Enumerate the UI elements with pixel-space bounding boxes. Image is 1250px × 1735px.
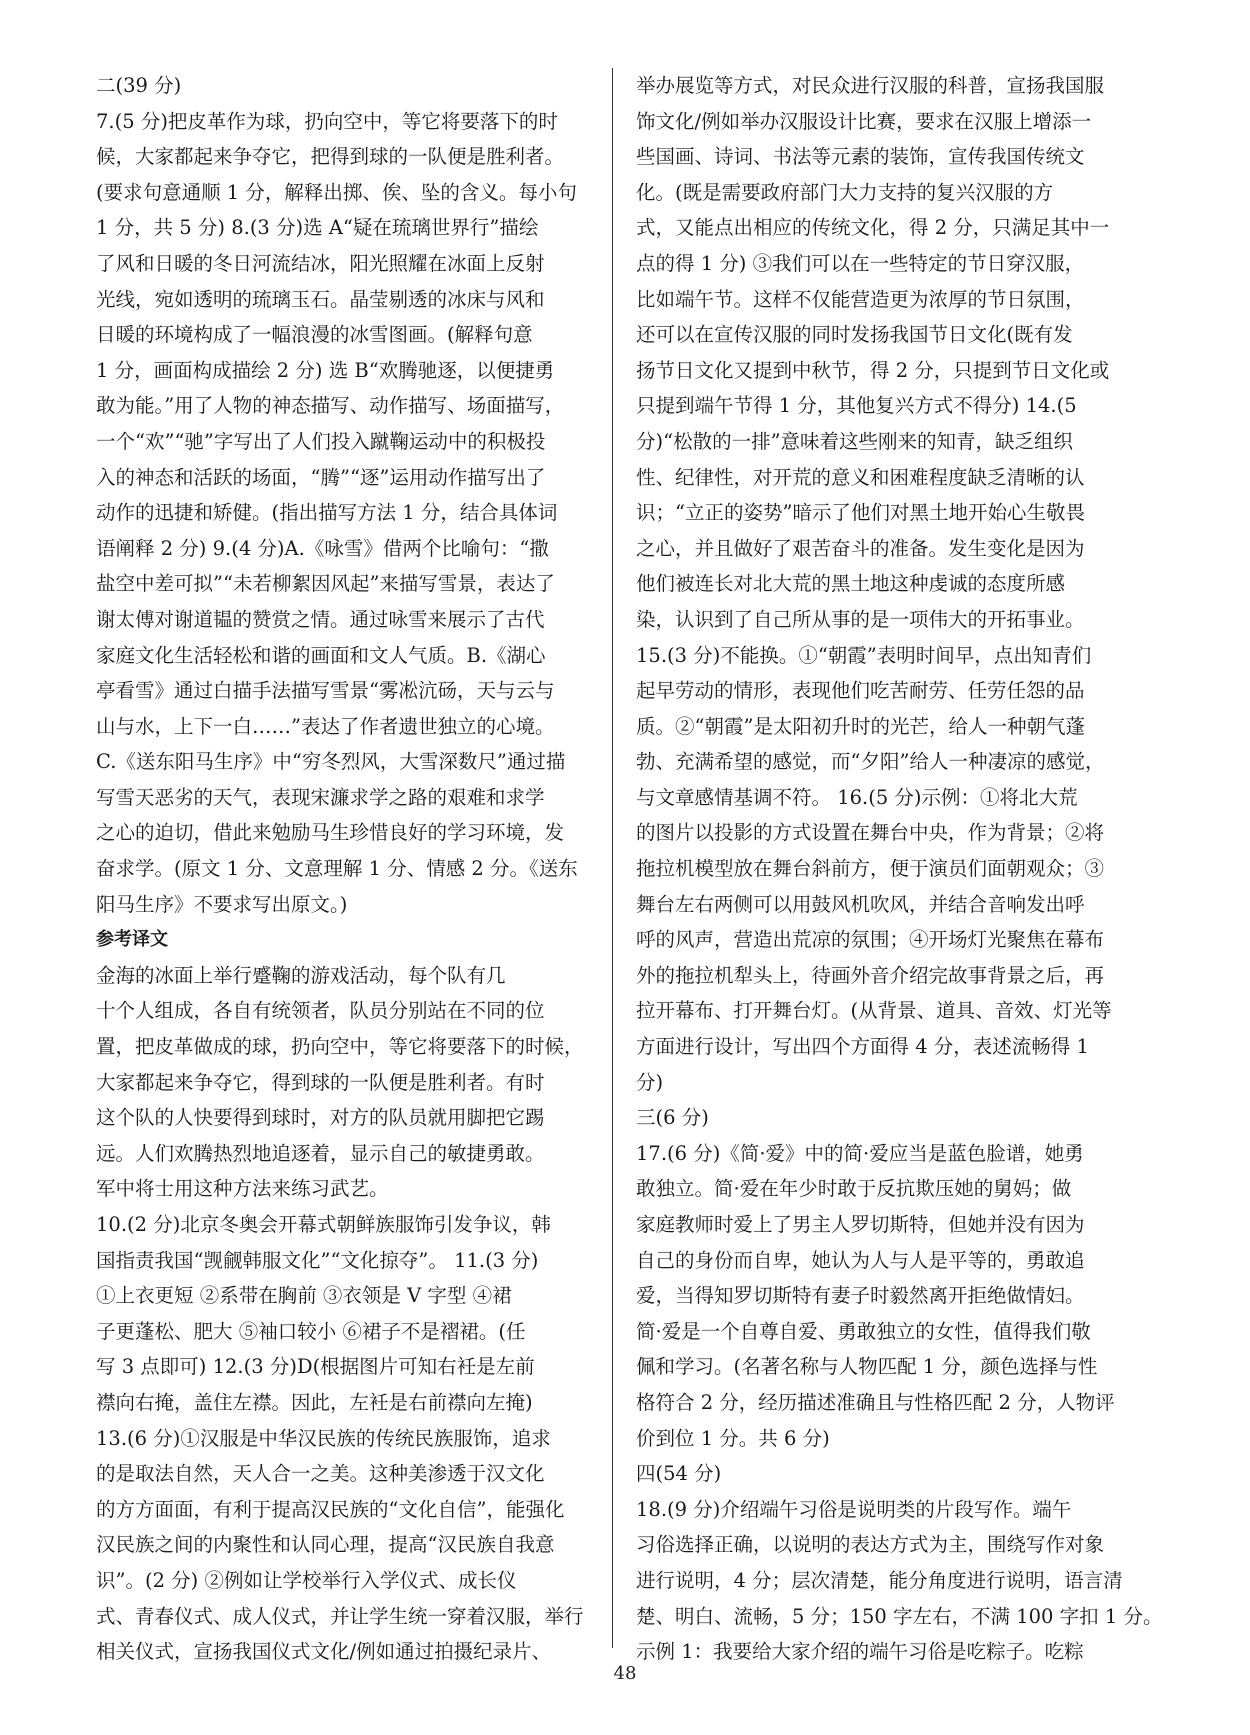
text-line: 价到位 1 分。共 6 分) [636, 1426, 830, 1450]
text-line: 子更蓬松、肥大 ⑤袖口较小 ⑥裙子不是褶裙。(任 [96, 1319, 526, 1343]
text-line: 简·爱是一个自尊自爱、勇敢独立的女性，值得我们敬 [636, 1319, 1091, 1343]
text-line: 光线，宛如透明的琉璃玉石。晶莹剔透的冰床与风和 [96, 287, 545, 311]
text-line: 拉开幕布、打开舞台灯。(从背景、道具、音效、灯光等 [636, 999, 1112, 1023]
text-line: 化。(既是需要政府部门大力支持的复兴汉服的方 [636, 180, 1054, 204]
text-line: 识；“立正的姿势”暗示了他们对黑土地开始心生敬畏 [636, 501, 1085, 525]
text-line: 盐空中差可拟”“未若柳絮因风起”来描写雪景，表达了 [96, 572, 555, 596]
text-line: 四(54 分) [636, 1462, 722, 1486]
text-line: 远。人们欢腾热烈地追逐着，显示自己的敏捷勇敢。 [96, 1141, 545, 1165]
text-line: 二(39 分) [96, 74, 182, 97]
text-line: 敢独立。简·爱在年少时敢于反抗欺压她的舅妈；做 [636, 1177, 1072, 1201]
text-line: 18.(9 分)介绍端午习俗是说明类的片段写作。端午 [636, 1497, 1072, 1521]
text-line: 进行说明，4 分；层次清楚，能分角度进行说明，语言清 [636, 1568, 1123, 1592]
text-line: 自己的身份而自卑，她认为人与人是平等的，勇敢追 [636, 1248, 1085, 1272]
text-line: 呼的风声，营造出荒凉的氛围；④开场灯光聚焦在幕布 [636, 928, 1105, 952]
text-line: 只提到端午节得 1 分，其他复兴方式不得分) 14.(5 [636, 394, 1077, 418]
text-line: 亭看雪》通过白描手法描写雪景“雾凇沆砀，天与云与 [96, 679, 555, 703]
section-heading: 参考译文 [96, 929, 168, 951]
text-line: 候，大家都起来争夺它，把得到球的一队便是胜利者。 [96, 145, 565, 169]
text-line: 质。②“朝霞”是太阳初升时的光芒，给人一种朝气蓬 [636, 714, 1085, 738]
text-line: 饰文化/例如举办汉服设计比赛，要求在汉服上增添一 [636, 109, 1092, 133]
right-column [636, 68, 1168, 1670]
text-line: 佩和学习。(名著名称与人物匹配 1 分，颜色选择与性 [636, 1355, 1098, 1379]
text-line: 式，又能点出相应的传统文化，得 2 分，只满足其中一 [636, 216, 1110, 240]
text-line: 外的拖拉机犁头上，待画外音介绍完故事背景之后，再 [636, 963, 1105, 987]
text-line: 汉民族之间的内聚性和认同心理，提高“汉民族自我意 [96, 1533, 555, 1557]
text-line: 他们被连长对北大荒的黑土地这种虔诚的态度所感 [636, 572, 1066, 596]
text-line: 阳马生序》不要求写出原文。) [96, 892, 348, 916]
text-line: 家庭文化生活轻松和谐的画面和文人气质。B.《湖心 [96, 643, 546, 667]
text-line: 写雪天恶劣的天气，表现宋濂求学之路的艰难和求学 [96, 785, 545, 809]
text-line: 格符合 2 分，经历描述准确且与性格匹配 2 分，人物评 [636, 1390, 1115, 1414]
text-line: 置，把皮革做成的球，扔向空中，等它将要落下的时候， [96, 1035, 584, 1059]
text-line: 大家都起来争夺它，得到球的一队便是胜利者。有时 [96, 1070, 545, 1094]
text-line: 式、青春仪式、成人仪式，并让学生统一穿着汉服，举行 [96, 1604, 584, 1628]
text-line: 写 3 点即可) 12.(3 分)D(根据图片可知右衽是左前 [96, 1355, 535, 1379]
text-line: 扬节日文化又提到中秋节，得 2 分，只提到节日文化或 [636, 358, 1110, 382]
text-line: 分) [636, 1070, 664, 1094]
text-line: 1 分，画面构成描绘 2 分) 选 B“欢腾驰逐，以便捷勇 [96, 358, 555, 382]
text-line: 拖拉机模型放在舞台斜前方，便于演员们面朝观众；③ [636, 857, 1105, 881]
text-line: 谢太傅对谢道韫的赞赏之情。通过咏雪来展示了古代 [96, 607, 545, 631]
page-number: 48 [613, 1663, 637, 1684]
text-line: C.《送东阳马生序》中“穷冬烈风，大雪深数尺”通过描 [96, 750, 566, 774]
text-line: 习俗选择正确，以说明的表达方式为主，围绕写作对象 [636, 1533, 1105, 1557]
text-line: 舞台左右两侧可以用鼓风机吹风，并结合音响发出呼 [636, 892, 1085, 916]
text-line: 动作的迅捷和矫健。(指出描写方法 1 分，结合具体词 [96, 501, 558, 525]
text-line: 1 分，共 5 分) 8.(3 分)选 A“疑在琉璃世界行”描绘 [96, 216, 539, 240]
text-line: 的是取法自然，天人合一之美。这种美渗透于汉文化 [96, 1462, 545, 1486]
text-line: 这个队的人快要得到球时，对方的队员就用脚把它踢 [96, 1106, 545, 1130]
text-line: 一个“欢”“驰”字写出了人们投入蹴鞠运动中的积极投 [96, 429, 546, 453]
left-column [96, 68, 628, 1670]
text-line: 点的得 1 分) ③我们可以在一些特定的节日穿汉服， [636, 251, 1085, 275]
text-line: 勃、充满希望的感觉，而“夕阳”给人一种凄凉的感觉， [636, 750, 1105, 774]
text-line: 示例 1：我要给大家介绍的端午习俗是吃粽子。吃粽 [636, 1640, 1084, 1664]
text-line: 山与水，上下一白……”表达了作者遗世独立的心境。 [96, 714, 555, 738]
text-line: 些国画、诗词、书法等元素的装饰，宣传我国传统文 [636, 145, 1085, 169]
text-line: 15.(3 分)不能换。①“朝霞”表明时间早，点出知青们 [636, 643, 1092, 667]
text-line: 染，认识到了自己所从事的是一项伟大的开拓事业。 [636, 607, 1085, 631]
text-line: 还可以在宣传汉服的同时发扬我国节日文化(既有发 [636, 323, 1073, 347]
text-line: 分)“松散的一排”意味着这些刚来的知青，缺乏组织 [636, 429, 1074, 453]
text-line: 爱，当得知罗切斯特有妻子时毅然离开拒绝做情妇。 [636, 1284, 1085, 1308]
text-line: ①上衣更短 ②系带在胸前 ③衣领是 V 字型 ④裙 [96, 1284, 512, 1308]
text-line: 了风和日暖的冬日河流结冰，阳光照耀在冰面上反射 [96, 251, 545, 275]
text-line: 三(6 分) [636, 1106, 709, 1130]
text-line: 之心的迫切，借此来勉励马生珍惜良好的学习环境，发 [96, 821, 565, 845]
text-line: 襟向右掩，盖住左襟。因此，左衽是右前襟向左掩) [96, 1390, 533, 1414]
text-line: (要求句意通顺 1 分，解释出掷、俟、坠的含义。每小句 [96, 180, 577, 204]
text-line: 举办展览等方式，对民众进行汉服的科普，宣扬我国服 [636, 74, 1105, 97]
text-line: 比如端午节。这样不仅能营造更为浓厚的节日氛围， [636, 287, 1085, 311]
text-line: 10.(2 分)北京冬奥会开幕式朝鲜族服饰引发争议，韩 [96, 1213, 551, 1236]
text-line: 敢为能。”用了人物的神态描写、动作描写、场面描写， [96, 394, 565, 418]
text-line: 入的神态和活跃的场面，“腾”“逐”运用动作描写出了 [96, 465, 546, 489]
text-line: 国指责我国“觊觎韩服文化”“文化掠夺”。 11.(3 分) [96, 1248, 539, 1272]
text-line: 的图片以投影的方式设置在舞台中央，作为背景；②将 [636, 821, 1105, 845]
text-line: 7.(5 分)把皮革作为球，扔向空中，等它将要落下的时 [96, 109, 558, 133]
text-line: 十个人组成，各自有统领者，队员分别站在不同的位 [96, 999, 545, 1023]
text-line: 起早劳动的情形，表现他们吃苦耐劳、任劳任怨的品 [636, 679, 1085, 703]
text-line: 性、纪律性，对开荒的意义和困难程度缺乏清晰的认 [636, 465, 1085, 489]
text-line: 17.(6 分)《简·爱》中的简·爱应当是蓝色脸谱，她勇 [636, 1141, 1084, 1165]
text-line: 楚、明白、流畅，5 分；150 字左右，不满 100 字扣 1 分。 [636, 1604, 1163, 1628]
text-line: 与文章感情基调不符。 16.(5 分)示例：①将北大荒 [636, 785, 1078, 809]
text-line: 的方方面面，有利于提高汉民族的“文化自信”，能强化 [96, 1497, 565, 1521]
text-line: 识”。(2 分) ②例如让学校举行入学仪式、成长仪 [96, 1568, 517, 1592]
text-line: 之心，并且做好了艰苦奋斗的准备。发生变化是因为 [636, 536, 1085, 560]
text-line: 相关仪式，宣扬我国仪式文化/例如通过拍摄纪录片、 [96, 1640, 552, 1664]
text-line: 奋求学。(原文 1 分、文意理解 1 分、情感 2 分。《送东 [96, 857, 578, 881]
text-line: 日暖的环境构成了一幅浪漫的冰雪图画。(解释句意 [96, 323, 533, 347]
text-line: 金海的冰面上举行蹙鞠的游戏活动，每个队有几 [96, 963, 506, 987]
text-line: 语阐释 2 分) 9.(4 分)A.《咏雪》借两个比喻句：“撒 [96, 536, 549, 560]
column-divider [612, 68, 613, 1648]
text-line: 13.(6 分)①汉服是中华汉民族的传统民族服饰，追求 [96, 1426, 551, 1450]
text-line: 方面进行设计，写出四个方面得 4 分，表述流畅得 1 [636, 1035, 1089, 1059]
text-line: 军中将士用这种方法来练习武艺。 [96, 1177, 389, 1201]
text-line: 家庭教师时爱上了男主人罗切斯特，但她并没有因为 [636, 1213, 1085, 1236]
